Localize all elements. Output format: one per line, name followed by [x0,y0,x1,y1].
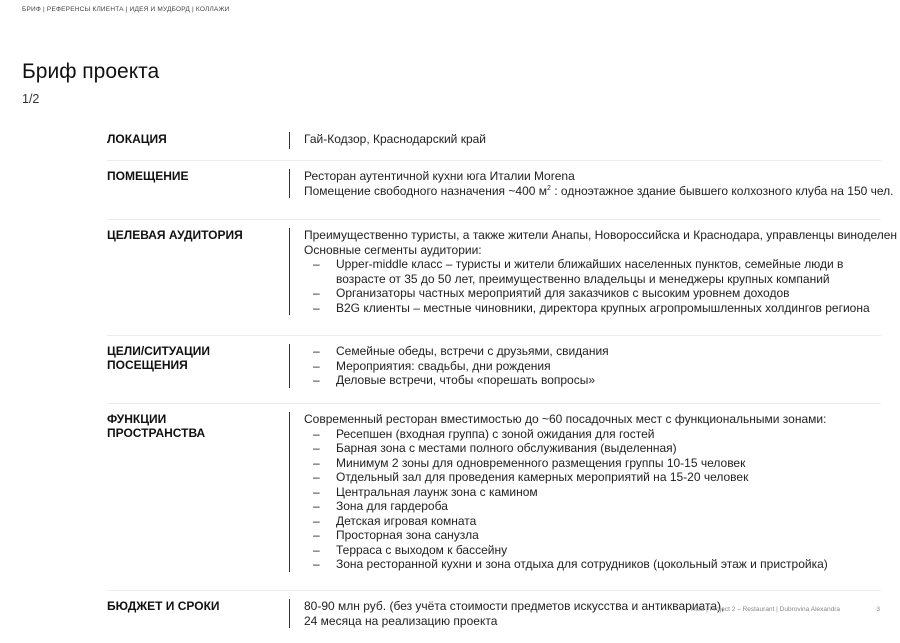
list-item: – Upper-middle класс – туристы и жители ближайших населенных пунктов, семейные люди в возрасте от 35 до 50 лет, преимущественно владельцы и менеджеры крупных компаний [304,257,881,286]
bullet-list [304,257,881,315]
nav-item-idea-moodboard[interactable]: ИДЕЯ И МУДБОРД [129,6,191,13]
row-label: ЦЕЛЕВАЯ АУДИТОРИЯ [107,228,243,242]
list-item: – Барная зона с местами полного обслуживания (выделенная) [304,441,881,456]
list-item: – Зона ресторанной кухни и зона отдыха для сотрудников (цокольный этаж и пристройка) [304,557,881,572]
nav-item-brief[interactable]: БРИФ [22,6,42,13]
page-fraction: 1/2 [22,92,40,106]
bullet-list [304,344,881,388]
list-item: – Детская игровая комната [304,514,881,529]
list-item: – Деловые встречи, чтобы «порешать вопросы» [304,373,881,388]
brief-row-target-audience [107,228,898,336]
content-line: Преимущественно туристы, а также жители Анапы, Новороссийска и Краснодара, управленцы виноделен [304,228,898,242]
content-line: Основные сегменты аудитории: [304,242,482,257]
row-content [289,228,898,315]
nav-separator: | [125,6,128,13]
nav-separator: | [192,6,194,13]
list-item: – Минимум 2 зоны для одновременного размещения группы 10-15 человек [304,456,881,471]
row-label: БЮДЖЕТ И СРОКИ [107,599,220,613]
bullet-list [304,427,881,572]
content-line: 24 месяца на реализацию проекта [304,613,498,628]
top-navigation [22,6,230,13]
row-label: ЦЕЛИ/СИТУАЦИИ ПОСЕЩЕНИЯ [107,344,211,372]
list-item: – Семейные обеды, встречи с друзьями, свидания [304,344,881,359]
list-item: – Терраса с выходом к бассейну [304,543,881,558]
list-item: – Организаторы частных мероприятий для заказчиков с высоким уровнем доходов [304,286,881,301]
content-line: Ресторан аутентичной кухни юга Италии Morena [304,169,575,183]
list-item: – B2G клиенты – местные чиновники, директора крупных агропромышленных холдингов региона [304,301,881,316]
nav-item-client-references[interactable]: РЕФЕРЕНСЫ КЛИЕНТА [46,6,124,13]
brief-row-location [107,132,881,161]
nav-separator: | [43,6,45,13]
content-line-area: Помещение свободного назначения ~400 $м^2$ : одноэтажное здание бывшего колхозного клуба на 150 чел. [304,183,894,198]
brief-row-space-functions [107,412,881,591]
content-line: Гай-Кодзор, Краснодарский край [304,132,486,146]
row-content [289,344,881,388]
brief-table [107,132,898,643]
brief-row-premises [107,169,894,220]
row-label: ЛОКАЦИЯ [107,132,167,146]
footer-credits: HSE | Project 2 – Restaurant | Dubrovina Alexandra [691,606,840,613]
list-item: – Ресепшен (входная группа) с зоной ожидания для гостей [304,427,881,442]
row-label: ФУНКЦИИ ПРОСТРАНСТВА [107,412,206,440]
brief-row-visit-goals [107,344,881,404]
page-number: 3 [876,606,880,613]
row-content [289,169,894,198]
row-label: ПОМЕЩЕНИЕ [107,169,189,183]
list-item: – Центральная лаунж зона с камином [304,485,881,500]
list-item: – Зона для гардероба [304,499,881,514]
page-title: Бриф проекта [22,60,160,83]
list-item: – Мероприятия: свадьбы, дни рождения [304,359,881,374]
list-item: – Просторная зона санузла [304,528,881,543]
content-line: Современный ресторан вместимостью до ~60 посадочных мест с функциональными зонами: [304,412,827,426]
nav-item-collages[interactable]: КОЛЛАЖИ [195,6,230,13]
row-content [289,599,881,628]
row-content [289,412,881,572]
row-content [289,132,881,149]
content-line: 80-90 млн руб. (без учёта стоимости предметов искусства и антиквариата), [304,599,725,613]
list-item: – Отдельный зал для проведения камерных мероприятий на 15-20 человек [304,470,881,485]
